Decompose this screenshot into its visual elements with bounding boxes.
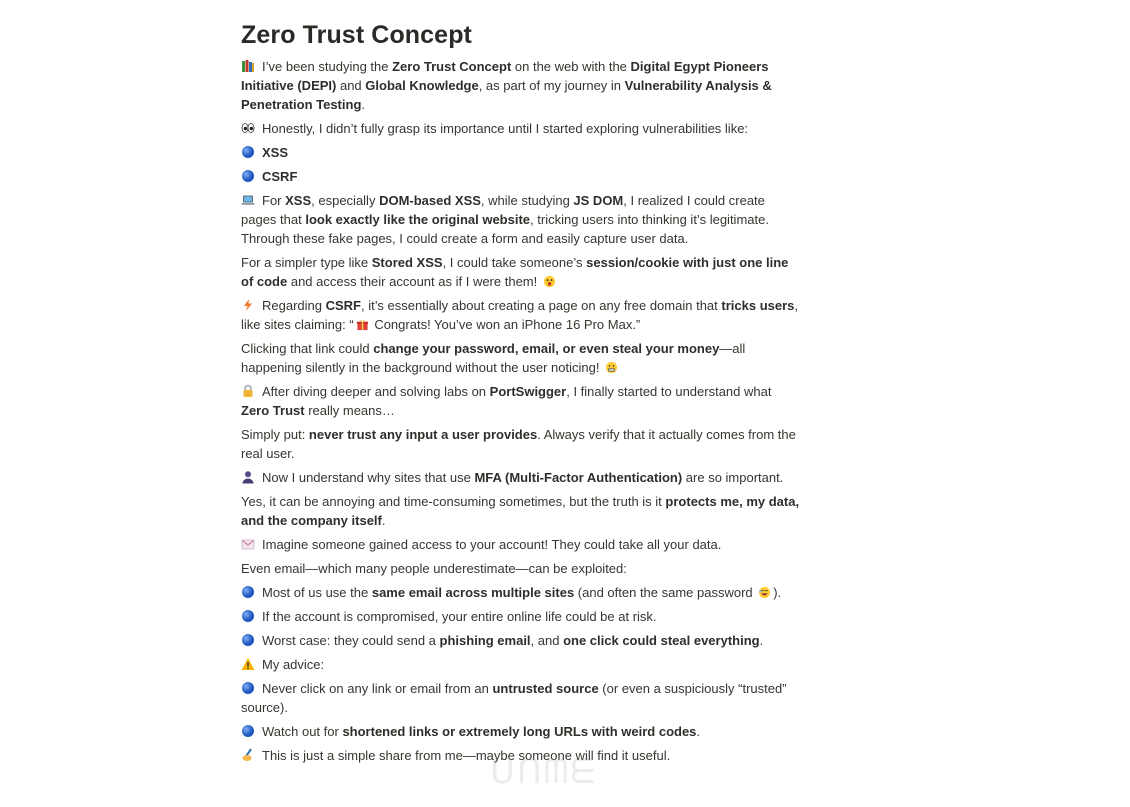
paragraph: [241, 339, 803, 377]
text-run: , and: [530, 633, 564, 648]
text-run: Yes, it can be annoying and time-consuming sometimes, but the truth is it: [241, 494, 666, 509]
paragraph: [241, 425, 803, 463]
grimace-face-icon: [605, 360, 618, 373]
bullet-item: [241, 167, 803, 186]
bold-text: Zero Trust: [241, 403, 305, 418]
article-body: [241, 57, 803, 765]
article: [241, 18, 803, 770]
blue-circle-icon: [241, 585, 255, 599]
bold-text: JS DOM: [573, 193, 624, 208]
text-run: .: [361, 97, 366, 112]
text-run: and: [336, 78, 366, 93]
bold-text: MFA (Multi-Factor Authentication): [474, 470, 683, 485]
blue-circle-icon: [241, 609, 255, 623]
text-run: Now I understand why sites that use: [262, 470, 475, 485]
text-run: , like sites claiming: “: [241, 298, 799, 332]
text-run: , I could take someone’s: [442, 255, 587, 270]
paragraph: [241, 191, 803, 248]
bold-text: PortSwigger: [489, 384, 567, 399]
bold-text: XSS: [262, 145, 289, 160]
bold-text: shortened links or extremely long URLs with weird codes: [342, 724, 697, 739]
text-run: .: [696, 724, 701, 739]
text-run: My advice:: [262, 657, 325, 672]
bullet-item: [241, 143, 803, 162]
paragraph: [241, 253, 803, 291]
text-run: For: [262, 193, 286, 208]
envelope-icon: [241, 537, 255, 551]
bold-text: look exactly like the original website: [305, 212, 531, 227]
paragraph: [241, 535, 803, 554]
bullet-item: [241, 583, 803, 602]
bold-text: tricks users: [721, 298, 795, 313]
text-run: .: [381, 513, 386, 528]
text-run: Most of us use the: [262, 585, 372, 600]
text-run: Congrats! You’ve won an iPhone 16 Pro Max.”: [370, 317, 641, 332]
writing-hand-icon: [241, 748, 255, 762]
text-run: For a simpler type like: [241, 255, 372, 270]
gift-icon: [356, 317, 369, 330]
bold-text: Vulnerability Analysis & Penetration Testing: [241, 78, 772, 112]
text-run: , I realized I could create pages that: [241, 193, 765, 227]
text-run: on the web with the: [511, 59, 631, 74]
text-run: (or even a suspiciously “trusted” source).: [241, 681, 787, 715]
warning-icon: [241, 657, 255, 671]
bold-text: Digital Egypt Pioneers Initiative (DEPI): [241, 59, 769, 93]
bullet-item: [241, 679, 803, 717]
blue-circle-icon: [241, 724, 255, 738]
text-run: and access their account as if I were them!: [287, 274, 541, 289]
text-run: .: [759, 633, 764, 648]
laptop-icon: [241, 193, 255, 207]
blue-circle-icon: [241, 633, 255, 647]
text-run: (and often the same password: [574, 585, 757, 600]
bullet-item: [241, 631, 803, 650]
bold-text: DOM-based XSS: [379, 193, 481, 208]
paragraph: [241, 382, 803, 420]
text-run: are so important.: [682, 470, 784, 485]
bullet-item: [241, 722, 803, 741]
bold-text: Zero Trust Concept: [392, 59, 512, 74]
bold-text: CSRF: [325, 298, 361, 313]
text-run: Simply put:: [241, 427, 309, 442]
text-run: , especially: [311, 193, 380, 208]
bold-text: untrusted source: [492, 681, 599, 696]
text-run: , tricking users into thinking it’s legitimate. Through these fake pages, I could create a form and easily capture user data.: [241, 212, 769, 246]
laughing-face-icon: [758, 585, 771, 598]
bold-text: phishing email: [439, 633, 531, 648]
page-title: Zero Trust Concept: [241, 21, 472, 49]
eyes-icon: [241, 121, 255, 135]
bold-text: protects me, my data, and the company itself: [241, 494, 800, 528]
text-run: , it’s essentially about creating a page on any free domain that: [361, 298, 722, 313]
text-run: ).: [773, 585, 782, 600]
text-run: I’ve been studying the: [262, 59, 393, 74]
watermark: ᑌᑎᗰᗴ: [490, 752, 597, 792]
text-run: Clicking that link could: [241, 341, 374, 356]
paragraph: [241, 57, 803, 114]
text-run: really means…: [304, 403, 395, 418]
blue-circle-icon: [241, 681, 255, 695]
lock-icon: [241, 384, 255, 398]
text-run: Never click on any link or email from an: [262, 681, 493, 696]
paragraph: [241, 296, 803, 334]
text-run: Watch out for: [262, 724, 343, 739]
text-run: Imagine someone gained access to your account! They could take all your data.: [262, 537, 722, 552]
text-run: —all happening silently in the background without the user noticing!: [241, 341, 746, 375]
bullet-item: [241, 607, 803, 626]
text-run: This is just a simple share from me—maybe someone will find it useful.: [262, 748, 671, 763]
bold-text: same email across multiple sites: [371, 585, 575, 600]
lightning-icon: [241, 298, 255, 312]
paragraph: [241, 468, 803, 487]
text-run: Honestly, I didn’t fully grasp its importance until I started exploring vulnerabilities like:: [262, 121, 749, 136]
text-run: After diving deeper and solving labs on: [262, 384, 490, 399]
bold-text: Stored XSS: [371, 255, 443, 270]
text-run: If the account is compromised, your entire online life could be at risk.: [262, 609, 657, 624]
bold-text: session/cookie with just one line of code: [241, 255, 789, 289]
text-run: Worst case: they could send a: [262, 633, 440, 648]
bold-text: XSS: [285, 193, 312, 208]
blue-circle-icon: [241, 169, 255, 183]
text-run: Even email—which many people underestimate—can be exploited:: [241, 561, 627, 576]
bold-text: change your password, email, or even steal your money: [373, 341, 720, 356]
shocked-face-icon: [543, 274, 556, 287]
bold-text: never trust any input a user provides: [308, 427, 538, 442]
text-run: . Always verify that it actually comes from the real user.: [241, 427, 796, 461]
person-icon: [241, 470, 255, 484]
blue-circle-icon: [241, 145, 255, 159]
text-run: , while studying: [480, 193, 574, 208]
paragraph: [241, 492, 803, 530]
text-run: Regarding: [262, 298, 326, 313]
bold-text: one click could steal everything: [563, 633, 760, 648]
books-icon: [241, 59, 255, 73]
paragraph: [241, 746, 803, 765]
text-run: , as part of my journey in: [478, 78, 625, 93]
paragraph: [241, 559, 803, 578]
text-run: , I finally started to understand what: [566, 384, 772, 399]
bold-text: CSRF: [262, 169, 298, 184]
paragraph: [241, 119, 803, 138]
bold-text: Global Knowledge: [365, 78, 479, 93]
paragraph: [241, 655, 803, 674]
